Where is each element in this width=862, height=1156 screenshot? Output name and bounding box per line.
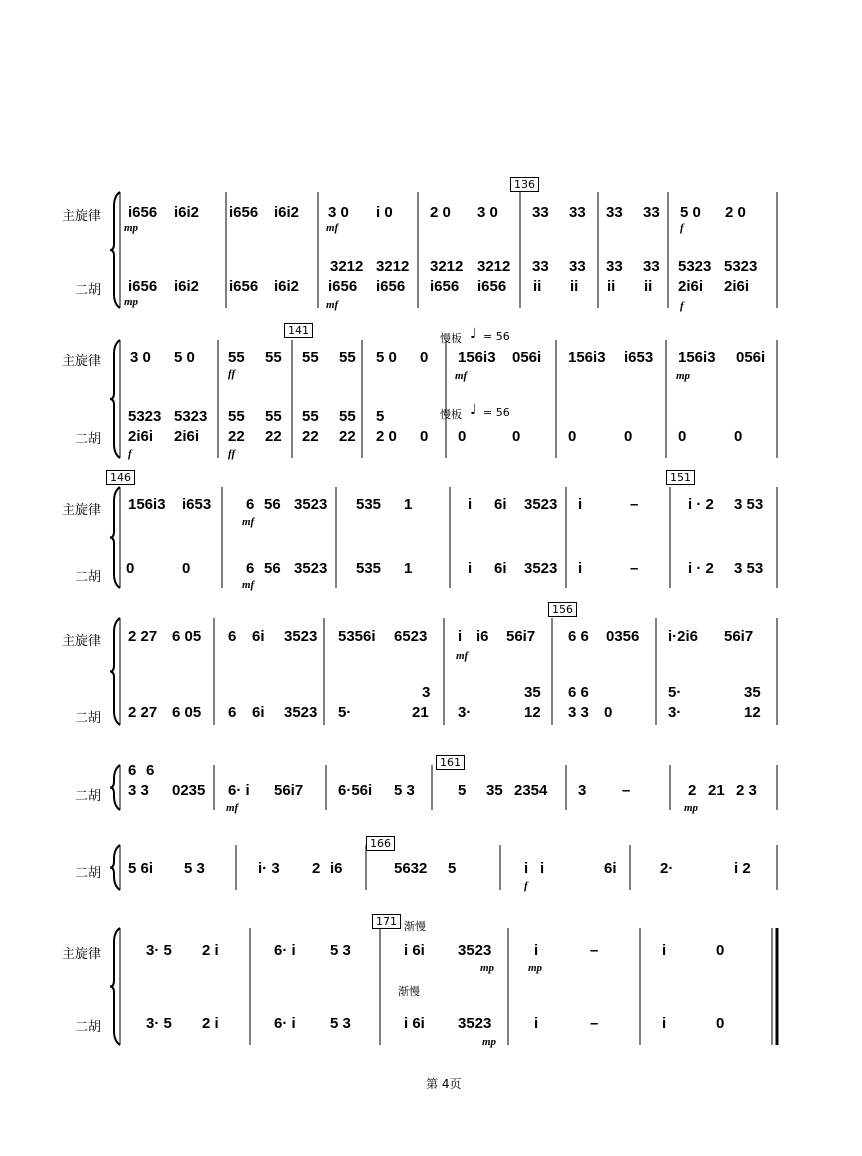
- note-group: 3· 5: [146, 942, 172, 959]
- note-group: 156i3: [678, 349, 716, 366]
- note-group: 35: [524, 684, 541, 701]
- note-group: 3 0: [477, 204, 498, 221]
- note-group: 6· i: [274, 1015, 296, 1032]
- note-group: 0: [420, 349, 429, 366]
- note-group: i·2i6: [668, 628, 699, 645]
- note-group: ii: [570, 278, 579, 295]
- measure-number-166: 166: [366, 836, 395, 851]
- note-group: 6: [146, 762, 155, 779]
- note-group: 1: [404, 560, 413, 577]
- note-group: 33: [532, 258, 549, 275]
- note-group: 2: [688, 782, 697, 799]
- dynamic-mark: mf: [242, 516, 255, 528]
- note-group: 12: [744, 704, 761, 721]
- measure-number-136: 136: [510, 177, 539, 192]
- note-group: 55: [228, 408, 245, 425]
- note-group: 6i: [252, 704, 265, 721]
- gradual-slow-erhu: 渐慢: [398, 985, 420, 998]
- note-group: 5: [448, 860, 457, 877]
- note-group: 3212: [477, 258, 511, 275]
- note-group: 2·: [660, 860, 674, 877]
- note-group: 6· i: [228, 782, 250, 799]
- note-group: i656: [229, 204, 259, 221]
- note-group: 6i: [604, 860, 617, 877]
- note-group: 0: [458, 428, 467, 445]
- note-group: i: [578, 560, 583, 577]
- note-group: i656: [430, 278, 460, 295]
- label-erhu-1: 二胡: [75, 283, 102, 298]
- note-group: i: [662, 942, 667, 959]
- note-group: 5323: [174, 408, 208, 425]
- label-erhu-6: 二胡: [75, 866, 102, 881]
- note-group: 56i7: [724, 628, 754, 645]
- note-group: 22: [228, 428, 245, 445]
- note-group: 5 3: [394, 782, 415, 799]
- note-group: –: [630, 496, 639, 513]
- quarter-note-icon: ♩: [470, 326, 477, 342]
- note-group: 3 3: [128, 782, 149, 799]
- note-group: 3523: [284, 704, 318, 721]
- note-group: 5 3: [330, 1015, 351, 1032]
- note-group: 6: [246, 560, 255, 577]
- note-group: 3 0: [328, 204, 349, 221]
- note-group: 6: [128, 762, 137, 779]
- note-group: 5356i: [338, 628, 376, 645]
- note-group: i: [468, 560, 473, 577]
- note-group: 6 6: [568, 684, 589, 701]
- note-group: 5: [376, 408, 385, 425]
- note-group: –: [622, 782, 631, 799]
- note-group: 2i6i: [678, 278, 704, 295]
- note-group: 3523: [294, 560, 328, 577]
- note-group: i656: [128, 204, 158, 221]
- note-group: 535: [356, 496, 382, 513]
- note-group: 5 0: [174, 349, 195, 366]
- label-erhu-5: 二胡: [75, 789, 102, 804]
- note-group: 0: [716, 942, 725, 959]
- note-group: 3523: [458, 942, 492, 959]
- note-group: –: [590, 942, 599, 959]
- note-group: 33: [643, 258, 660, 275]
- note-group: 6i: [252, 628, 265, 645]
- note-group: 22: [302, 428, 319, 445]
- note-group: 0: [604, 704, 613, 721]
- note-group: i: [662, 1015, 667, 1032]
- note-group: 2i6i: [128, 428, 154, 445]
- note-group: 2 i: [202, 942, 219, 959]
- note-group: –: [630, 560, 639, 577]
- note-group: 6523: [394, 628, 428, 645]
- note-group: 3523: [294, 496, 328, 513]
- note-group: i6: [330, 860, 343, 877]
- note-group: 5·: [668, 684, 682, 701]
- note-group: 5 3: [184, 860, 205, 877]
- note-group: i656: [328, 278, 358, 295]
- note-group: 55: [228, 349, 245, 366]
- note-group: i: [458, 628, 463, 645]
- note-group: i6: [476, 628, 489, 645]
- system-brace: [110, 487, 120, 588]
- note-group: 5 3: [330, 942, 351, 959]
- note-group: ii: [644, 278, 653, 295]
- note-group: i: [534, 942, 539, 959]
- note-group: 5323: [678, 258, 712, 275]
- note-group: i 2: [734, 860, 751, 877]
- note-group: 3 53: [734, 560, 764, 577]
- note-group: 5: [458, 782, 467, 799]
- label-main-1: 主旋律: [62, 209, 102, 224]
- dynamic-mark: f: [524, 880, 528, 892]
- note-group: i6i2: [174, 204, 200, 221]
- note-group: i: [534, 1015, 539, 1032]
- note-group: 2 i: [202, 1015, 219, 1032]
- dynamic-mark: mf: [456, 650, 469, 662]
- measure-number-161: 161: [436, 755, 465, 770]
- dynamic-mark: mp: [124, 296, 139, 308]
- note-group: 0235: [172, 782, 206, 799]
- label-erhu-3: 二胡: [75, 570, 102, 585]
- dynamic-mark: mp: [528, 962, 543, 974]
- note-group: 1: [404, 496, 413, 513]
- note-group: i656: [229, 278, 259, 295]
- note-group: 21: [412, 704, 429, 721]
- note-group: 2 27: [128, 628, 158, 645]
- note-group: 0: [678, 428, 687, 445]
- dynamic-mark: mf: [455, 370, 468, 382]
- note-group: 5 6i: [128, 860, 154, 877]
- dynamic-mark: mf: [242, 579, 255, 591]
- note-group: 35: [486, 782, 503, 799]
- dynamic-mark: f: [680, 222, 684, 234]
- note-group: 5323: [724, 258, 758, 275]
- note-group: 33: [569, 204, 586, 221]
- dynamic-mark: mp: [676, 370, 691, 382]
- note-group: 2 0: [430, 204, 451, 221]
- note-group: 3·: [458, 704, 472, 721]
- measure-number-151: 151: [666, 470, 695, 485]
- note-group: 2 0: [376, 428, 397, 445]
- note-group: 056i: [736, 349, 766, 366]
- measure-number-156: 156: [548, 602, 577, 617]
- note-group: i6i2: [274, 204, 300, 221]
- note-group: 5632: [394, 860, 428, 877]
- note-group: 3: [578, 782, 587, 799]
- dynamic-mark: mp: [482, 1036, 497, 1048]
- note-group: 3523: [458, 1015, 492, 1032]
- label-main-2: 主旋律: [62, 354, 102, 369]
- page-footer: 第 4页: [426, 1077, 462, 1091]
- gradual-slow-main: 渐慢: [404, 920, 426, 933]
- note-group: 6i: [494, 560, 507, 577]
- note-group: 2: [312, 860, 321, 877]
- note-group: 3 0: [130, 349, 151, 366]
- measure-number-141: 141: [284, 323, 313, 338]
- note-group: i653: [624, 349, 654, 366]
- note-group: 33: [606, 258, 623, 275]
- note-group: 056i: [512, 349, 542, 366]
- note-group: 3: [422, 684, 431, 701]
- tempo-label-main: 慢板: [440, 332, 462, 345]
- note-group: 3523: [524, 496, 558, 513]
- note-group: i 0: [376, 204, 393, 221]
- label-erhu-7: 二胡: [75, 1020, 102, 1035]
- note-group: 5 0: [680, 204, 701, 221]
- note-group: 22: [265, 428, 282, 445]
- note-group: 3 53: [734, 496, 764, 513]
- dynamic-mark: f: [128, 448, 132, 460]
- note-group: 0: [420, 428, 429, 445]
- note-group: 0356: [606, 628, 640, 645]
- tempo-value-erhu: = 56: [483, 406, 510, 419]
- note-group: 0: [716, 1015, 725, 1032]
- note-group: 3· 5: [146, 1015, 172, 1032]
- note-group: 56i7: [274, 782, 304, 799]
- note-group: 0: [624, 428, 633, 445]
- note-group: 0: [568, 428, 577, 445]
- label-main-3: 主旋律: [62, 503, 102, 518]
- note-group: 2 0: [725, 204, 746, 221]
- note-group: 5323: [128, 408, 162, 425]
- dynamic-mark: ff: [228, 368, 236, 380]
- note-group: 2i6i: [174, 428, 200, 445]
- system-brace: [110, 765, 120, 810]
- note-group: 0: [512, 428, 521, 445]
- note-group: i656: [477, 278, 507, 295]
- note-group: i6i2: [274, 278, 300, 295]
- system-brace: [110, 192, 120, 308]
- dynamic-mark: ff: [228, 448, 236, 460]
- note-group: –: [590, 1015, 599, 1032]
- system-brace: [110, 340, 120, 458]
- note-group: i 6i: [404, 942, 425, 959]
- dynamic-mark: f: [680, 300, 684, 312]
- note-group: 3212: [430, 258, 464, 275]
- label-main-7: 主旋律: [62, 947, 102, 962]
- note-group: 2i6i: [724, 278, 750, 295]
- dynamic-mark: mp: [480, 962, 495, 974]
- note-group: 55: [265, 408, 282, 425]
- note-group: 56: [264, 560, 281, 577]
- note-group: 33: [606, 204, 623, 221]
- measure-number-146: 146: [106, 470, 135, 485]
- note-group: 6: [228, 628, 237, 645]
- note-group: 56: [264, 496, 281, 513]
- note-group: ii: [607, 278, 616, 295]
- note-group: 156i3: [128, 496, 166, 513]
- note-group: 2 27: [128, 704, 158, 721]
- note-group: 535: [356, 560, 382, 577]
- note-group: 35: [744, 684, 761, 701]
- tempo-value-main: = 56: [483, 330, 510, 343]
- note-group: 0: [182, 560, 191, 577]
- note-group: 156i3: [458, 349, 496, 366]
- note-group: 156i3: [568, 349, 606, 366]
- note-group: i: [524, 860, 529, 877]
- note-group: i · 2: [688, 496, 714, 513]
- dynamic-mark: mf: [326, 299, 339, 311]
- note-group: 6· i: [274, 942, 296, 959]
- note-group: 3212: [330, 258, 364, 275]
- note-group: 6·56i: [338, 782, 373, 799]
- note-group: 6 6: [568, 628, 589, 645]
- note-group: 3·: [668, 704, 682, 721]
- note-group: 6 05: [172, 628, 202, 645]
- note-group: 3 3: [568, 704, 589, 721]
- note-group: 55: [265, 349, 282, 366]
- note-group: i: [468, 496, 473, 513]
- note-group: 21: [708, 782, 725, 799]
- note-group: 2 3: [736, 782, 757, 799]
- note-group: 3523: [284, 628, 318, 645]
- note-group: i653: [182, 496, 212, 513]
- note-group: 22: [339, 428, 356, 445]
- note-group: 12: [524, 704, 541, 721]
- dynamic-mark: mp: [124, 222, 139, 234]
- note-group: i6i2: [174, 278, 200, 295]
- note-group: 55: [339, 408, 356, 425]
- note-group: 0: [734, 428, 743, 445]
- note-group: 0: [126, 560, 135, 577]
- note-group: i656: [376, 278, 406, 295]
- dynamic-mark: mf: [226, 802, 239, 814]
- system-brace: [110, 618, 120, 725]
- note-group: i: [578, 496, 583, 513]
- measure-number-171: 171: [372, 914, 401, 929]
- system-brace: [110, 845, 120, 890]
- note-group: i: [540, 860, 545, 877]
- note-group: 6: [228, 704, 237, 721]
- quarter-note-icon: ♩: [470, 402, 477, 418]
- note-group: 56i7: [506, 628, 536, 645]
- note-group: 33: [532, 204, 549, 221]
- note-group: i 6i: [404, 1015, 425, 1032]
- note-group: 55: [302, 408, 319, 425]
- note-group: i· 3: [258, 860, 280, 877]
- label-erhu-2: 二胡: [75, 432, 102, 447]
- label-main-4: 主旋律: [62, 634, 102, 649]
- note-group: i · 2: [688, 560, 714, 577]
- note-group: ii: [533, 278, 542, 295]
- dynamic-mark: mp: [684, 802, 699, 814]
- note-group: 55: [339, 349, 356, 366]
- note-group: 33: [643, 204, 660, 221]
- note-group: 6i: [494, 496, 507, 513]
- note-group: 3212: [376, 258, 410, 275]
- note-group: 5·: [338, 704, 352, 721]
- note-group: 3523: [524, 560, 558, 577]
- note-group: 55: [302, 349, 319, 366]
- note-group: 5 0: [376, 349, 397, 366]
- system-brace: [110, 928, 120, 1045]
- note-group: 2354: [514, 782, 548, 799]
- note-group: i656: [128, 278, 158, 295]
- note-group: 33: [569, 258, 586, 275]
- note-group: 6: [246, 496, 255, 513]
- tempo-label-erhu: 慢板: [440, 408, 462, 421]
- note-group: 6 05: [172, 704, 202, 721]
- label-erhu-4: 二胡: [75, 711, 102, 726]
- dynamic-mark: mf: [326, 222, 339, 234]
